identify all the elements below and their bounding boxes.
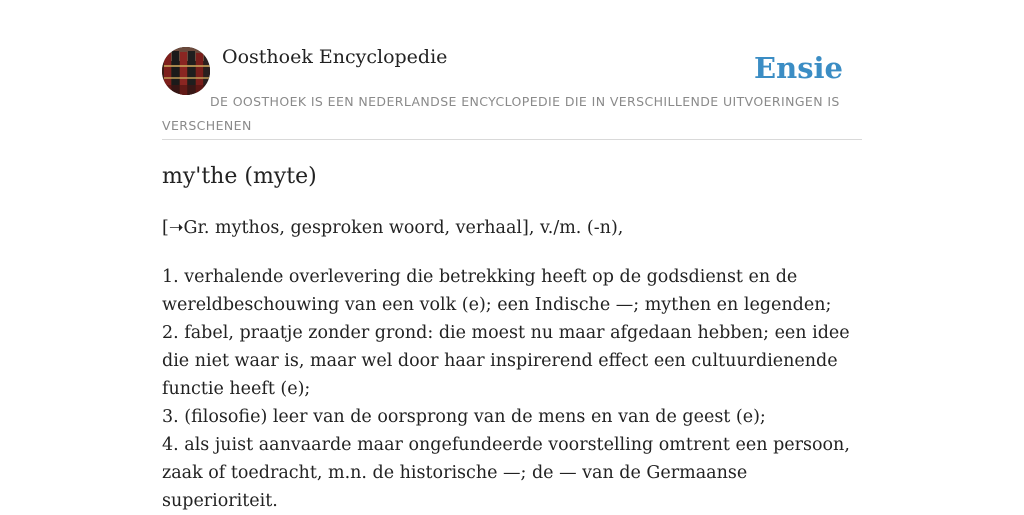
definition-item: 2. fabel, praatje zonder grond: die moest nu maar afgedaan hebben; een idee die niet waar is, maar wel door haar inspirerend effect een cultuurdienende functie heeft (e); [162, 323, 850, 399]
source-name[interactable]: Oosthoek Encyclopedie [222, 46, 448, 68]
definition-item: 4. als juist aanvaarde maar ongefundeerde voorstelling omtrent een persoon, zaak of toedracht, m.n. de historische —; de — van de Germaanse superioriteit. [162, 435, 850, 511]
entry-etymology: [➝Gr. mythos, gesproken woord, verhaal], v./m. (-n), [162, 218, 624, 238]
source-description: DE OOSTHOEK IS EEN NEDERLANDSE ENCYCLOPEDIE DIE IN VERSCHILLENDE UITVOERINGEN IS VERSCHENEN [162, 94, 840, 133]
brand-logo[interactable]: Ensie [754, 51, 843, 85]
entry-card [162, 0, 862, 512]
encyclopedia-books-icon[interactable] [162, 47, 210, 95]
definition-list [162, 263, 862, 515]
entry-title: my'the (myte) [162, 164, 317, 189]
definition-item: 1. verhalende overlevering die betrekking heeft op de godsdienst en de wereldbeschouwing van een volk (e); een Indische —; mythen en legenden; [162, 267, 832, 315]
definition-item: 3. (filosofie) leer van de oorsprong van de mens en van de geest (e); [162, 407, 766, 427]
source-header [162, 0, 862, 140]
